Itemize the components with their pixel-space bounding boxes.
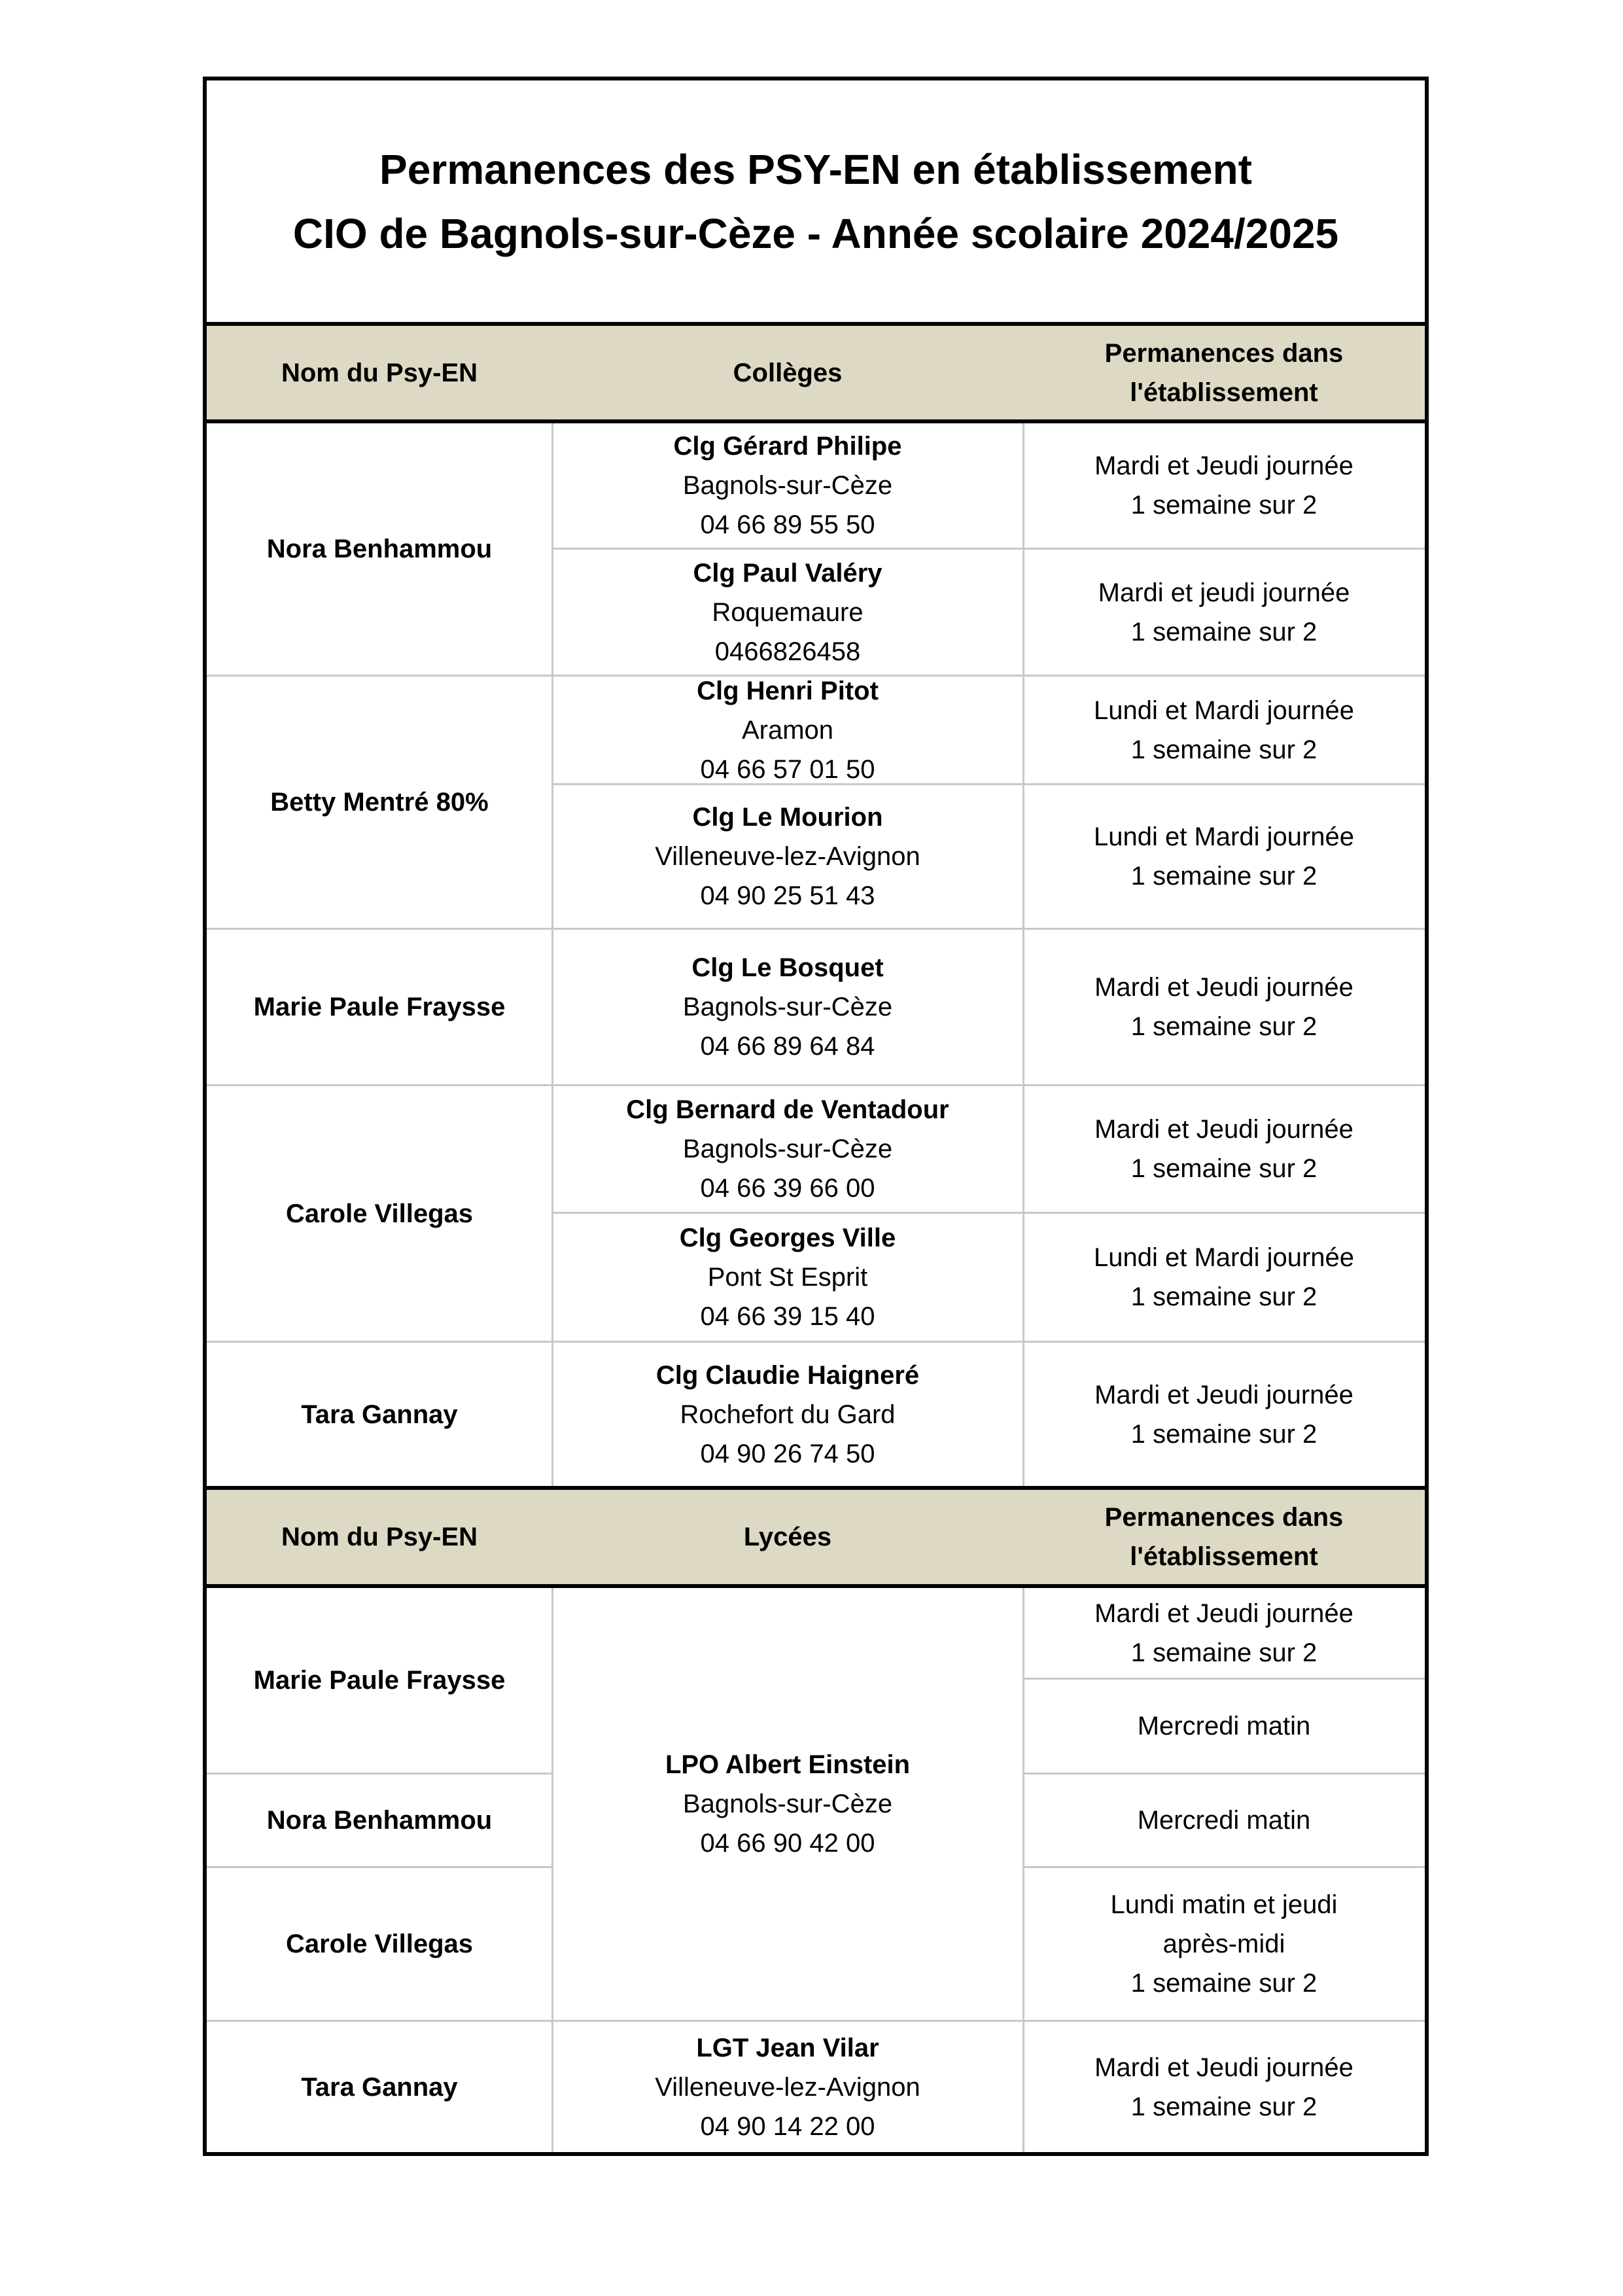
school-phone: 04 66 89 64 84	[700, 1032, 875, 1061]
perm-frequency: 1 semaine sur 2	[1130, 1282, 1318, 1311]
perm-frequency: 1 semaine sur 2	[1130, 862, 1318, 891]
header-permanences	[1023, 326, 1425, 419]
school-name: LGT Jean Vilar	[696, 2033, 879, 2062]
school-name: Clg Bernard de Ventadour	[626, 1095, 949, 1124]
perm-days: Lundi et Mardi journée	[1093, 1243, 1355, 1272]
psy-name-text: Betty Mentré 80%	[270, 788, 489, 817]
perm-days: Mercredi matin	[1137, 1806, 1311, 1835]
column-divider	[1022, 423, 1024, 1486]
perm-days: Lundi matin et jeudi	[1110, 1890, 1338, 1919]
school-phone: 04 90 25 51 43	[700, 881, 875, 910]
header-lycees	[552, 1490, 1023, 1584]
permanence-cell	[1023, 1775, 1425, 1866]
school-city: Roquemaure	[712, 597, 864, 627]
header-perm-line1: Permanences dans	[1104, 338, 1344, 368]
permanence-cell	[1023, 2022, 1425, 2152]
psy-name	[207, 2022, 552, 2152]
perm-days: Lundi et Mardi journée	[1093, 696, 1355, 725]
college-cell	[552, 1214, 1023, 1341]
header-lycees-label: Lycées	[743, 1523, 832, 1551]
school-name: LPO Albert Einstein	[665, 1750, 911, 1779]
header-name-label: Nom du Psy-EN	[281, 1523, 478, 1551]
school-phone: 04 90 14 22 00	[700, 2111, 875, 2141]
school-city: Bagnols-sur-Cèze	[682, 1135, 893, 1163]
college-cell	[552, 930, 1023, 1084]
title-box	[207, 80, 1425, 326]
college-cell	[552, 785, 1023, 928]
school-phone: 0466826458	[714, 637, 861, 666]
header-name-label: Nom du Psy-EN	[281, 358, 478, 387]
permanence-cell	[1023, 1343, 1425, 1486]
school-city: Villeneuve-lez-Avignon	[655, 842, 920, 871]
school-phone: 04 66 39 66 00	[700, 1174, 875, 1203]
psy-name-text: Carole Villegas	[285, 1199, 474, 1228]
college-cell	[552, 550, 1023, 675]
psy-name	[207, 1588, 552, 1773]
header-perm-line1: Permanences dans	[1104, 1503, 1344, 1532]
college-cell	[552, 1086, 1023, 1212]
lycee-cell	[552, 1588, 1023, 2020]
permanence-cell	[1023, 423, 1425, 548]
college-cell	[552, 677, 1023, 783]
school-city: Bagnols-sur-Cèze	[682, 1790, 893, 1818]
school-city: Villeneuve-lez-Avignon	[655, 2072, 920, 2102]
perm-frequency: 1 semaine sur 2	[1130, 2092, 1318, 2121]
perm-days: Mercredi matin	[1137, 1712, 1311, 1740]
permanence-cell	[1023, 1680, 1425, 1773]
school-name: Clg Claudie Haigneré	[655, 1360, 920, 1390]
document-frame	[203, 77, 1429, 2156]
column-divider	[551, 423, 553, 1486]
school-name: Clg Gérard Philipe	[673, 432, 902, 461]
permanence-cell	[1023, 1214, 1425, 1341]
column-divider	[1022, 1588, 1024, 2152]
college-cell	[552, 423, 1023, 548]
perm-days: Mardi et Jeudi journée	[1094, 1598, 1353, 1628]
school-phone: 04 66 90 42 00	[700, 1829, 875, 1858]
perm-days: Mardi et Jeudi journée	[1094, 2053, 1353, 2082]
school-name: Clg Le Mourion	[692, 803, 883, 832]
document-title: Permanences des PSY-EN en établissement	[379, 145, 1252, 193]
perm-days: Mardi et Jeudi journée	[1094, 1115, 1353, 1144]
permanence-cell	[1023, 930, 1425, 1084]
permanence-cell	[1023, 677, 1425, 783]
lycee-cell	[552, 2022, 1023, 2152]
psy-name	[207, 1086, 552, 1341]
perm-frequency: 1 semaine sur 2	[1130, 735, 1318, 764]
school-city: Bagnols-sur-Cèze	[682, 993, 893, 1021]
header-perm-line2: l'établissement	[1130, 1542, 1318, 1571]
perm-days: Mardi et Jeudi journée	[1094, 1380, 1353, 1409]
perm-frequency: 1 semaine sur 2	[1130, 491, 1318, 520]
school-name: Clg Georges Ville	[679, 1224, 896, 1252]
psy-name	[207, 423, 552, 675]
permanence-cell	[1023, 1588, 1425, 1678]
header-name	[207, 1490, 552, 1584]
psy-name-text: Nora Benhammou	[266, 535, 493, 563]
perm-days: Lundi et Mardi journée	[1093, 822, 1355, 851]
header-permanences	[1023, 1490, 1425, 1584]
document-subtitle: CIO de Bagnols-sur-Cèze - Année scolaire 2024/2025	[292, 209, 1339, 257]
header-colleges-label: Collèges	[733, 358, 843, 387]
column-divider	[551, 1588, 553, 2152]
psy-name-text: Marie Paule Fraysse	[253, 1666, 506, 1695]
psy-name-text: Carole Villegas	[285, 1930, 474, 1958]
header-perm-line2: l'établissement	[1130, 378, 1318, 407]
perm-days: Mardi et Jeudi journée	[1094, 451, 1353, 480]
perm-frequency: 1 semaine sur 2	[1130, 1012, 1318, 1041]
school-city: Rochefort du Gard	[680, 1400, 896, 1429]
perm-days-cont: après-midi	[1162, 1930, 1285, 1958]
school-name: Clg Le Bosquet	[691, 953, 884, 982]
permanence-cell	[1023, 1086, 1425, 1212]
psy-name-text: Tara Gannay	[301, 1400, 458, 1429]
psy-name	[207, 677, 552, 928]
psy-name	[207, 1775, 552, 1866]
psy-name-text: Nora Benhammou	[266, 1806, 493, 1835]
perm-frequency: 1 semaine sur 2	[1130, 1419, 1318, 1449]
permanence-cell	[1023, 550, 1425, 675]
header-colleges	[552, 326, 1023, 419]
college-cell	[552, 1343, 1023, 1486]
school-city: Bagnols-sur-Cèze	[682, 471, 893, 500]
school-phone: 04 66 39 15 40	[700, 1302, 875, 1331]
permanence-cell	[1023, 1868, 1425, 2020]
school-phone: 04 90 26 74 50	[700, 1439, 875, 1468]
psy-name-text: Tara Gannay	[301, 2072, 458, 2102]
school-name: Clg Paul Valéry	[693, 558, 882, 588]
perm-frequency: 1 semaine sur 2	[1130, 1969, 1318, 1998]
permanence-cell	[1023, 785, 1425, 928]
psy-name-text: Marie Paule Fraysse	[253, 993, 506, 1021]
header-name	[207, 326, 552, 419]
school-city: Aramon	[741, 715, 834, 745]
school-city: Pont St Esprit	[707, 1263, 868, 1292]
perm-frequency: 1 semaine sur 2	[1130, 617, 1318, 646]
perm-days: Mardi et Jeudi journée	[1094, 973, 1353, 1002]
psy-name	[207, 1868, 552, 2020]
psy-name	[207, 930, 552, 1084]
school-name: Clg Henri Pitot	[697, 676, 879, 705]
school-phone: 04 66 89 55 50	[700, 510, 875, 539]
perm-frequency: 1 semaine sur 2	[1130, 1154, 1318, 1183]
psy-name	[207, 1343, 552, 1486]
perm-days: Mardi et jeudi journée	[1098, 578, 1350, 607]
school-phone: 04 66 57 01 50	[700, 754, 875, 784]
perm-frequency: 1 semaine sur 2	[1130, 1638, 1318, 1667]
